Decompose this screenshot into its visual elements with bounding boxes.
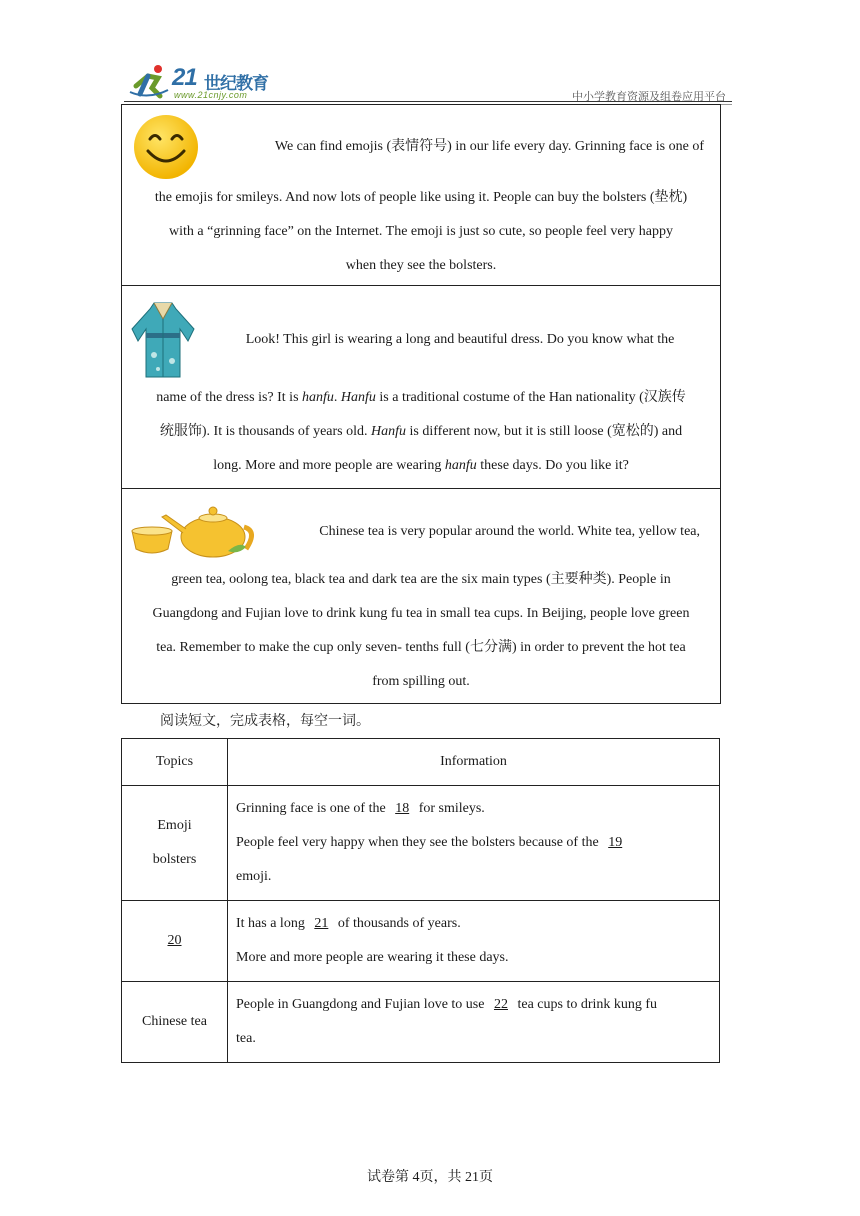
- info-line: [236, 988, 711, 1022]
- topic-text: bolsters: [152, 852, 197, 867]
- passage3-line: from spilling out.: [372, 674, 470, 689]
- text-span: It has a long: [236, 916, 309, 931]
- instruction-text: 阅读短文，完成表格，每空一词。: [160, 713, 370, 729]
- topic-cell: [122, 786, 228, 901]
- table-row: [122, 982, 720, 1063]
- blank-22[interactable]: 22: [493, 997, 508, 1012]
- text-span: People feel very happy when they see the bolsters because of the: [236, 835, 603, 850]
- passage1-line: the emojis for smileys. And now lots of people like using it. People can buy the bolsters (垫枕): [154, 190, 688, 205]
- smiley-face-icon: [128, 113, 198, 181]
- italic-word: Hanfu: [340, 390, 376, 405]
- topic-cell: Chinese tea: [122, 982, 228, 1063]
- text-span: of thousands of years.: [334, 916, 461, 931]
- info-line: More and more people are wearing it these days.: [236, 950, 509, 965]
- passage1-line: We can find emojis (表情符号) in our life every day. Grinning face is one of: [274, 139, 704, 154]
- header-platform-text: 中小学教育资源及组卷应用平台: [572, 90, 726, 103]
- logo-text: 世纪教育: [204, 74, 268, 94]
- passage1-line: when they see the bolsters.: [345, 258, 497, 273]
- passage1-line: with a “grinning face” on the Internet. The emoji is just so cute, so people feel very happy: [169, 224, 673, 239]
- teapot-icon: [128, 501, 258, 563]
- text-span: name of the dress is? It is: [156, 390, 303, 405]
- italic-word: Hanfu: [371, 424, 407, 439]
- information-cell: [228, 901, 720, 982]
- blank-19[interactable]: 19: [608, 835, 623, 850]
- text-span: long. More and more people are wearing: [213, 458, 445, 473]
- passage-hanfu: [122, 286, 721, 489]
- topic-cell: [122, 901, 228, 982]
- logo-number: 21: [172, 64, 197, 91]
- info-line: [236, 907, 711, 941]
- hanfu-dress-icon: [128, 299, 198, 381]
- text-span: tea cups to drink kung fu: [513, 997, 658, 1012]
- passage2-line: [128, 415, 714, 449]
- text-span: Grinning face is one of the: [236, 801, 390, 816]
- logo-url: www.21cnjy.com: [174, 90, 248, 100]
- text-span: is a traditional costume of the Han nationality (汉族传: [375, 390, 686, 405]
- page-footer: 试卷第 4页，共 21页: [367, 1170, 493, 1185]
- topic-text: Emoji: [157, 818, 192, 833]
- table-header-row: [122, 739, 720, 786]
- header-topics: Topics: [122, 739, 228, 786]
- page-header: [124, 62, 732, 104]
- passage-tea: [122, 489, 721, 704]
- text-span: 统服饰). It is thousands of years old.: [159, 424, 372, 439]
- text-span: is different now, but it is still loose (宽松的) and: [406, 424, 683, 439]
- info-line: tea.: [236, 1031, 256, 1046]
- answer-table: [121, 738, 720, 1063]
- text-span: .: [333, 390, 341, 405]
- passage3-line: Guangdong and Fujian love to drink kung fu tea in small tea cups. In Beijing, people love green: [152, 606, 690, 621]
- passage2-line: [128, 449, 714, 483]
- information-cell: [228, 786, 720, 901]
- blank-20[interactable]: 20: [167, 933, 182, 948]
- passage2-line: [128, 381, 714, 415]
- header-information: Information: [228, 739, 720, 786]
- site-logo: [128, 62, 268, 102]
- runner-logo-icon: [128, 62, 172, 102]
- table-row: [122, 786, 720, 901]
- passage3-line: green tea, oolong tea, black tea and dark tea are the six main types (主要种类). People in: [171, 572, 671, 587]
- italic-word: hanfu: [302, 390, 334, 405]
- header-divider: [124, 101, 732, 102]
- text-span: these days. Do you like it?: [476, 458, 629, 473]
- text-span: for smileys.: [415, 801, 485, 816]
- passage2-line: Look! This girl is wearing a long and beautiful dress. Do you know what the: [245, 332, 675, 347]
- text-span: People in Guangdong and Fujian love to use: [236, 997, 488, 1012]
- passage3-line: tea. Remember to make the cup only seven- tenths full (七分满) in order to prevent the hot tea: [156, 640, 686, 655]
- information-cell: [228, 982, 720, 1063]
- passage-emoji: [122, 105, 721, 286]
- info-line: [236, 792, 711, 826]
- table-row: [122, 901, 720, 982]
- blank-21[interactable]: 21: [314, 916, 329, 931]
- blank-18[interactable]: 18: [395, 801, 410, 816]
- passage3-line: Chinese tea is very popular around the world. White tea, yellow tea,: [319, 524, 700, 539]
- reading-passages: [121, 104, 721, 704]
- info-line: emoji.: [236, 869, 272, 884]
- info-line: [236, 826, 711, 860]
- italic-word: hanfu: [444, 458, 477, 473]
